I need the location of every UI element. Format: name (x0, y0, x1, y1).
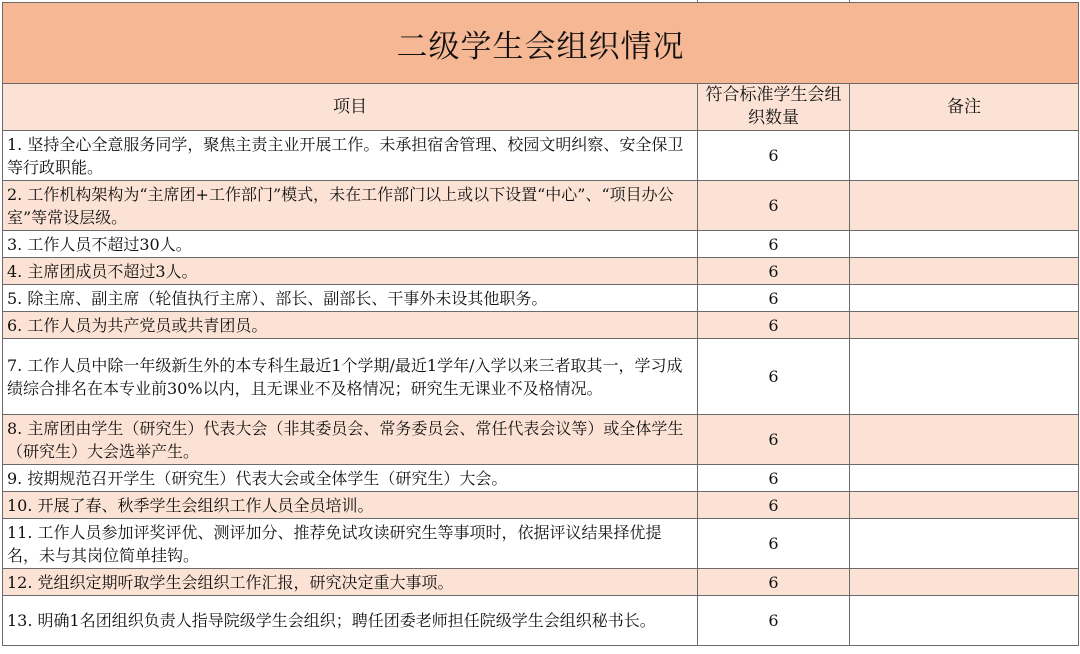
row-item[interactable]: 1. 坚持全心全意服务同学，聚焦主责主业开展工作。未承担宿舍管理、校园文明纠察、安全保卫等行政职能。 (3, 131, 698, 181)
row-count[interactable]: 6 (698, 258, 850, 285)
row-item[interactable]: 8. 主席团由学生（研究生）代表大会（非其委员会、常务委员会、常任代表会议等）或全体学生（研究生）大会选举产生。 (3, 415, 698, 465)
table-row (3, 519, 1079, 569)
row-item[interactable]: 7. 工作人员中除一年级新生外的本专科生最近1个学期/最近1学年/入学以来三者取其一，学习成绩综合排名在本专业前30%以内，且无课业不及格情况；研究生无课业不及格情况。 (3, 339, 698, 415)
row-item[interactable]: 10. 开展了春、秋季学生会组织工作人员全员培训。 (3, 492, 698, 519)
row-note[interactable] (850, 492, 1079, 519)
row-item[interactable]: 11. 工作人员参加评奖评优、测评加分、推荐免试攻读研究生等事项时，依据评议结果择优提名，未与其岗位简单挂钩。 (3, 519, 698, 569)
row-note[interactable] (850, 131, 1079, 181)
table-row (3, 231, 1079, 258)
table-row (3, 339, 1079, 415)
row-item[interactable]: 5. 除主席、副主席（轮值执行主席）、部长、副部长、干事外未设其他职务。 (3, 285, 698, 312)
row-count[interactable]: 6 (698, 519, 850, 569)
row-count[interactable]: 6 (698, 231, 850, 258)
row-item[interactable]: 2. 工作机构架构为“主席团+工作部门”模式，未在工作部门以上或以下设置“中心”、“项目办公室”等常设层级。 (3, 181, 698, 231)
row-note[interactable] (850, 415, 1079, 465)
row-note[interactable] (850, 339, 1079, 415)
table-row (3, 312, 1079, 339)
header-count[interactable] (698, 84, 850, 131)
header-count-text: 符合标准学生会组织数量 (705, 85, 842, 128)
row-note[interactable] (850, 231, 1079, 258)
table-row (3, 465, 1079, 492)
row-count[interactable]: 6 (698, 492, 850, 519)
spreadsheet-table-wrapper (2, 2, 1078, 646)
row-item[interactable]: 4. 主席团成员不超过3人。 (3, 258, 698, 285)
row-note[interactable] (850, 258, 1079, 285)
row-count[interactable]: 6 (698, 181, 850, 231)
row-count[interactable]: 6 (698, 285, 850, 312)
row-note[interactable] (850, 569, 1079, 596)
title-row (3, 3, 1079, 84)
row-count[interactable]: 6 (698, 339, 850, 415)
row-count[interactable]: 6 (698, 596, 850, 646)
row-count[interactable]: 6 (698, 569, 850, 596)
row-note[interactable] (850, 596, 1079, 646)
row-item[interactable]: 3. 工作人员不超过30人。 (3, 231, 698, 258)
row-count[interactable]: 6 (698, 415, 850, 465)
table-row (3, 131, 1079, 181)
row-note[interactable] (850, 181, 1079, 231)
header-item[interactable]: 项目 (3, 84, 698, 131)
row-item[interactable]: 6. 工作人员为共产党员或共青团员。 (3, 312, 698, 339)
row-item[interactable]: 9. 按期规范召开学生（研究生）代表大会或全体学生（研究生）大会。 (3, 465, 698, 492)
row-note[interactable] (850, 465, 1079, 492)
row-item[interactable]: 12. 党组织定期听取学生会组织工作汇报，研究决定重大事项。 (3, 569, 698, 596)
table-row (3, 596, 1079, 646)
row-note[interactable] (850, 312, 1079, 339)
table-row (3, 569, 1079, 596)
table-row (3, 285, 1079, 312)
table-row (3, 181, 1079, 231)
header-note[interactable]: 备注 (850, 84, 1079, 131)
row-item[interactable]: 13. 明确1名团组织负责人指导院级学生会组织；聘任团委老师担任院级学生会组织秘书长。 (3, 596, 698, 646)
row-count[interactable]: 6 (698, 465, 850, 492)
row-note[interactable] (850, 519, 1079, 569)
row-count[interactable]: 6 (698, 312, 850, 339)
table-row (3, 258, 1079, 285)
table-row (3, 415, 1079, 465)
student-union-table (2, 2, 1079, 646)
table-title[interactable]: 二级学生会组织情况 (3, 3, 1079, 84)
row-count[interactable]: 6 (698, 131, 850, 181)
table-row (3, 492, 1079, 519)
header-row (3, 84, 1079, 131)
row-note[interactable] (850, 285, 1079, 312)
